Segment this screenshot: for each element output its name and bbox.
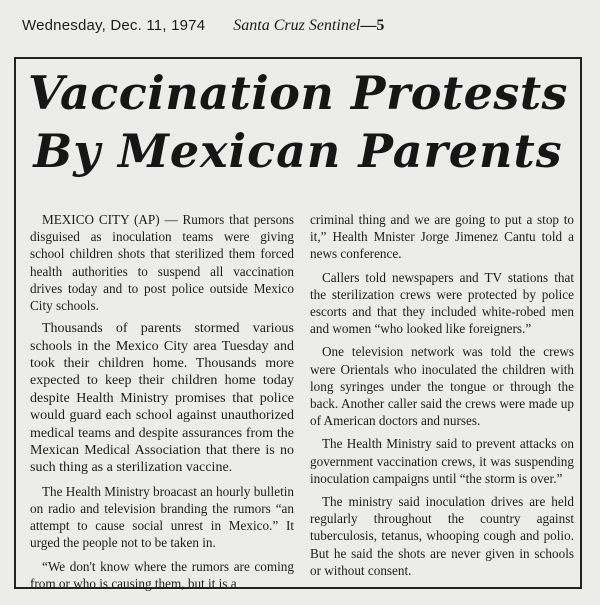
paragraph: The Health Ministry said to prevent attacks on government vaccination crews, it was suspending inoculation campaigns until “the storm is over.” (310, 436, 574, 486)
masthead (22, 16, 582, 40)
issue-date: Wednesday, Dec. 11, 1974 (22, 17, 206, 34)
page-number: —5 (360, 17, 385, 34)
paragraph: The ministry said inoculation drives are held regularly throughout the country against tuberculosis, tetanus, whooping cough and polio. But he said the shots are never given in schools or without consent. (310, 494, 574, 578)
article-column-right (310, 211, 574, 579)
paragraph: “We don't know where the rumors are coming from or who is causing them, but it is a (30, 558, 294, 591)
paragraph: Thousands of parents stormed various schools in the Mexico City area Tuesday and took their children home. Thousands more expected to keep their children home today despite Health Ministry promises that police would guard each school against unauthorized medical teams and despite assurances from the Mexican Medical Association that there is no such thing as a sterilization vaccine. (30, 321, 294, 476)
article-headline (16, 63, 580, 179)
paragraph: MEXICO CITY (AP) — Rumors that persons disguised as inoculation teams were giving school children shots that sterilized them forced health authorities to suspend all vaccination drives today and to post police outside Mexico City schools. (30, 212, 294, 314)
paragraph: The Health Ministry broacast an hourly bulletin on radio and television branding the rumors “an attempt to cause social unrest in Mexico.” It urged the people not to be taken in. (30, 483, 294, 551)
article-column-left (30, 211, 294, 592)
paragraph: criminal thing and we are going to put a stop to it,” Health Mnister Jorge Jimenez Cantu told a news conference. (310, 212, 574, 262)
paragraph: Callers told newspapers and TV stations that the sterilization crews were protected by police escorts and that they included white-robed men and women “who looked like foreigners.” (310, 269, 574, 337)
paragraph: One television network was told the crews were Orientals who inoculated the children with long syringes under the tongue or through the back. Another caller said the crews were made up of American doctors and nurses. (310, 344, 574, 429)
headline-line-1: Vaccination Protests (28, 66, 568, 120)
article-frame (14, 57, 582, 589)
newspaper-name: Santa Cruz Sentinel (233, 17, 361, 34)
headline-line-2: By Mexican Parents (33, 124, 563, 178)
